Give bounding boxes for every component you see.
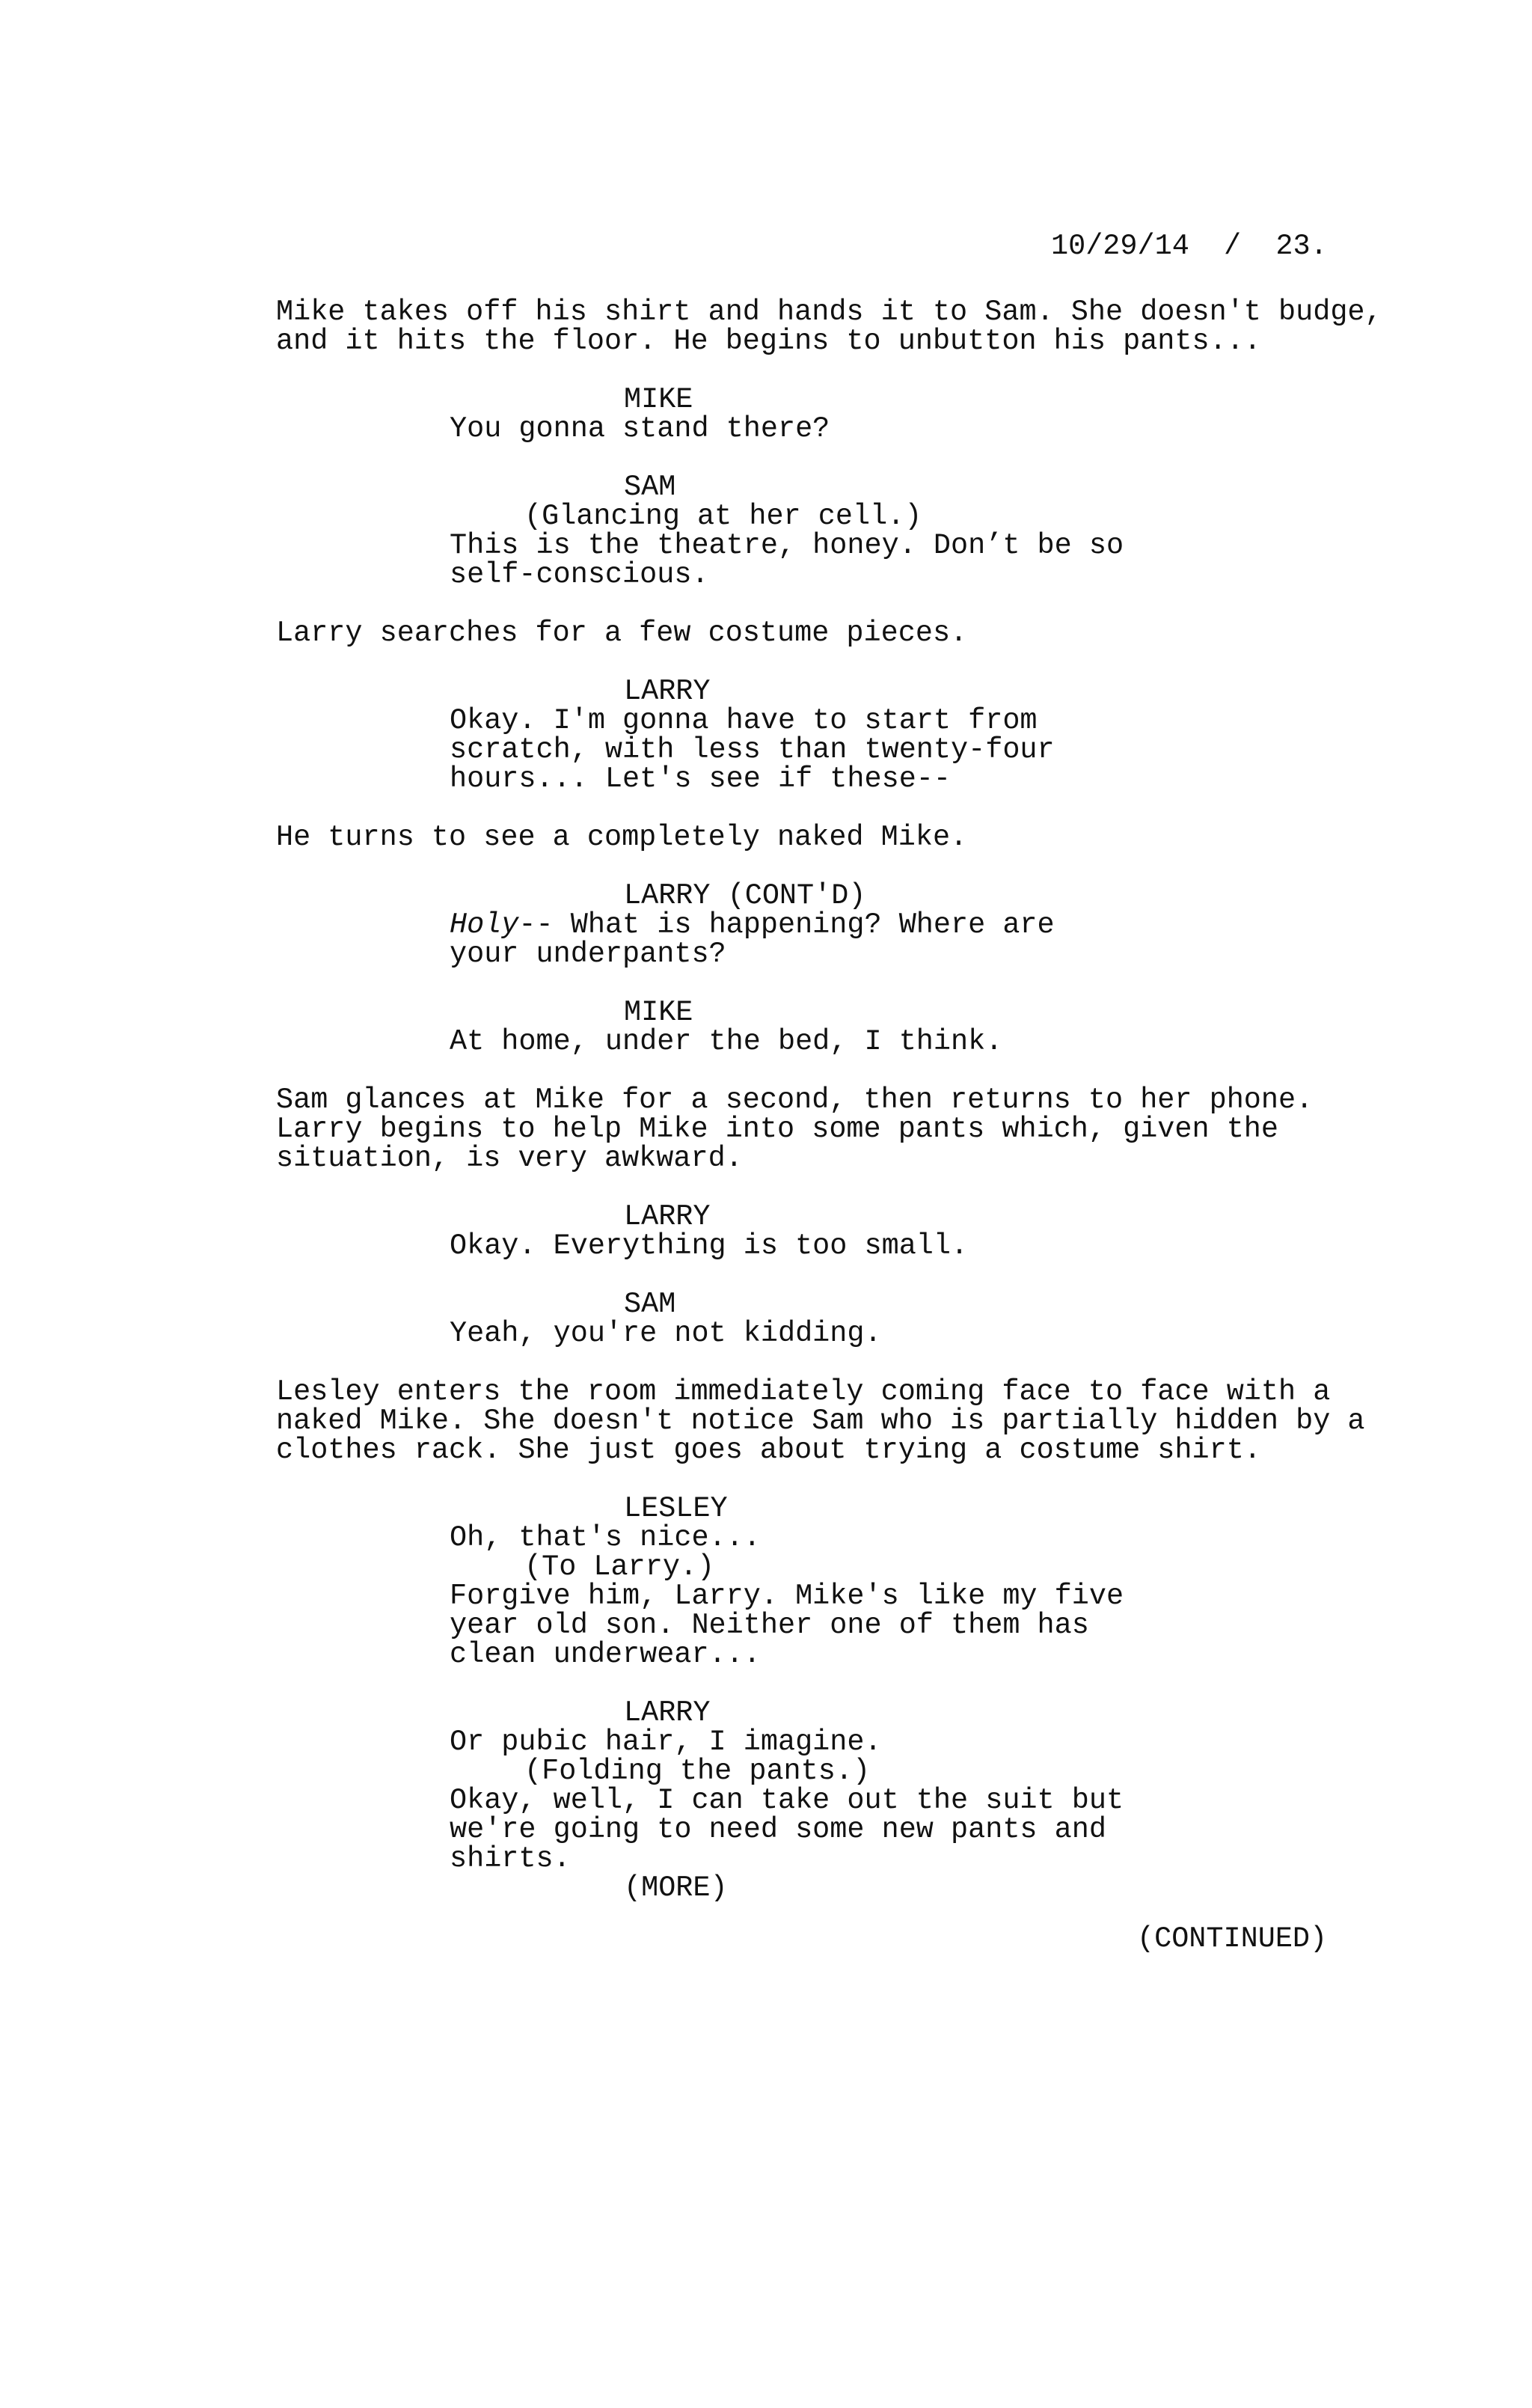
dialogue-line: hours... Let's see if these-- <box>450 763 952 795</box>
page-number: 10/29/14 / 23. <box>1051 230 1328 263</box>
character-name: LARRY <box>624 1696 711 1729</box>
action-line: Larry searches for a few costume pieces. <box>276 617 968 650</box>
character-name: MIKE <box>624 996 693 1029</box>
action-line: Sam glances at Mike for a second, then returns to her phone. <box>276 1084 1314 1116</box>
dialogue-line: Yeah, you're not kidding. <box>450 1317 882 1350</box>
action-line: and it hits the floor. He begins to unbutton his pants... <box>276 325 1261 358</box>
dialogue-line: shirts. <box>450 1842 571 1875</box>
dialogue-line: Or pubic hair, I imagine. <box>450 1726 882 1758</box>
parenthetical: (Folding the pants.) <box>524 1755 871 1788</box>
dialogue-line: clean underwear... <box>450 1638 761 1671</box>
dialogue-line: scratch, with less than twenty-four <box>450 733 1055 766</box>
dialogue-line: At home, under the bed, I think. <box>450 1025 1003 1058</box>
character-name: MIKE <box>624 383 693 416</box>
more-marker: (MORE) <box>624 1871 728 1904</box>
action-line: Mike takes off his shirt and hands it to Sam. She doesn't budge, <box>276 296 1382 328</box>
action-line: He turns to see a completely naked Mike. <box>276 821 968 854</box>
action-line: clothes rack. She just goes about trying a costume shirt. <box>276 1434 1261 1467</box>
parenthetical: (To Larry.) <box>524 1550 715 1583</box>
character-name: LARRY <box>624 675 711 708</box>
dialogue-line: your underpants? <box>450 938 726 971</box>
action-line: situation, is very awkward. <box>276 1142 743 1175</box>
action-line: Larry begins to help Mike into some pants which, given the <box>276 1113 1279 1146</box>
character-name: LARRY (CONT'D) <box>624 879 866 912</box>
character-name: SAM <box>624 471 676 504</box>
dialogue-line: Forgive him, Larry. Mike's like my five <box>450 1580 1124 1613</box>
emphasis-text: Holy <box>450 908 519 941</box>
dialogue-line: we're going to need some new pants and <box>450 1813 1106 1846</box>
dialogue-line: self-conscious. <box>450 558 709 591</box>
dialogue-line: Okay. Everything is too small. <box>450 1229 969 1262</box>
dialogue-line <box>450 908 1055 941</box>
continued-marker: (CONTINUED) <box>1137 1922 1328 1955</box>
dialogue-line: Okay. I'm gonna have to start from <box>450 704 1038 737</box>
dialogue-line: Okay, well, I can take out the suit but <box>450 1784 1124 1817</box>
dialogue-line: Oh, that's nice... <box>450 1521 761 1554</box>
dialogue-line: You gonna stand there? <box>450 412 830 445</box>
dialogue-text: -- What is happening? Where are <box>518 908 1055 941</box>
dialogue-line: year old son. Neither one of them has <box>450 1609 1089 1642</box>
character-name: LARRY <box>624 1200 711 1233</box>
action-line: naked Mike. She doesn't notice Sam who is partially hidden by a <box>276 1405 1365 1437</box>
action-line: Lesley enters the room immediately coming face to face with a <box>276 1375 1331 1408</box>
dialogue-line: This is the theatre, honey. Don’t be so <box>450 529 1124 562</box>
character-name: SAM <box>624 1288 676 1321</box>
character-name: LESLEY <box>624 1492 728 1525</box>
parenthetical: (Glancing at her cell.) <box>524 500 922 533</box>
